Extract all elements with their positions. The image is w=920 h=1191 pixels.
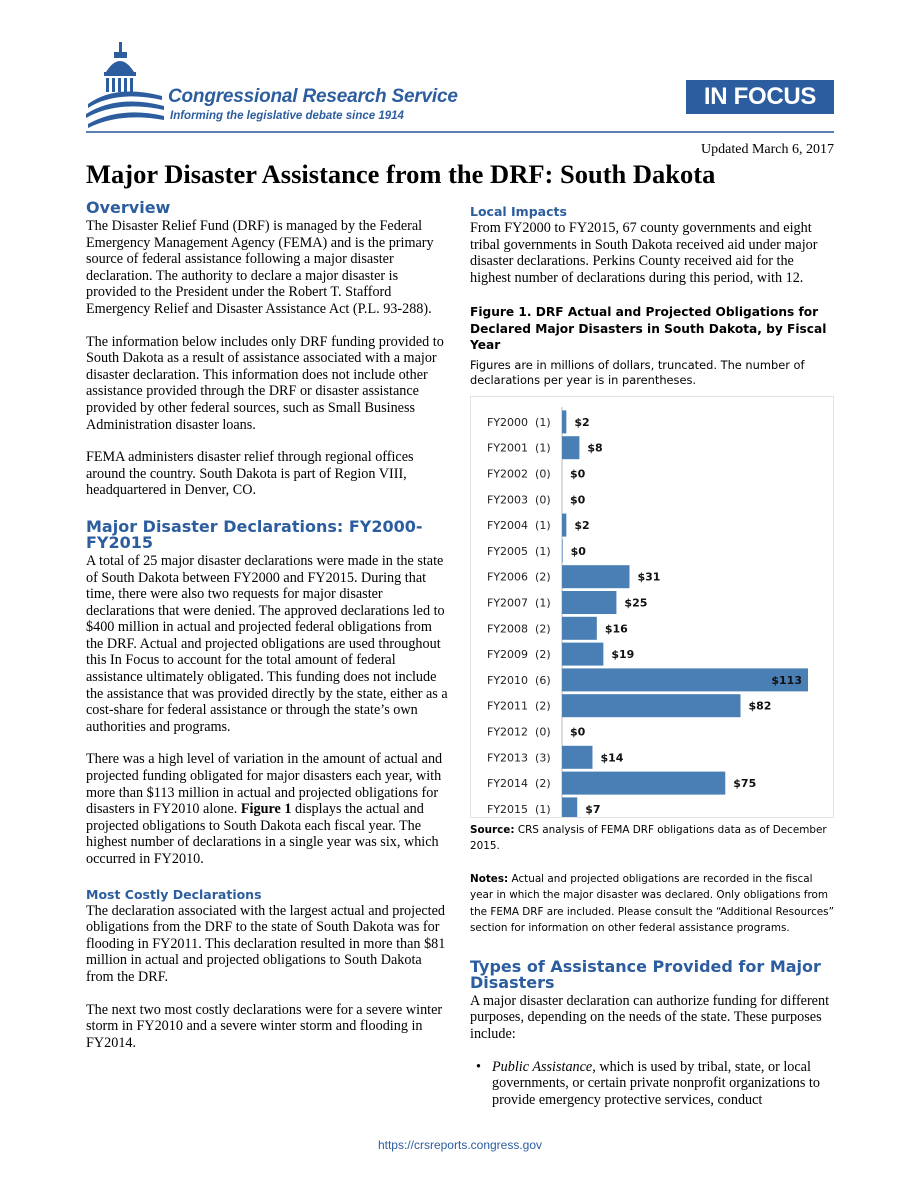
page-title: Major Disaster Assistance from the DRF: South Dakota xyxy=(86,159,716,189)
org-tagline: Informing the legislative debate since 1914 xyxy=(170,110,404,122)
source-label: Source: xyxy=(470,823,515,836)
chart-bar xyxy=(562,591,616,614)
overview-paragraph-1: The Disaster Relief Fund (DRF) is managed by the Federal Emergency Management Agency (FEMA) and is the primary source of federal assistance following a major disaster declaration. The authority to declare a major disaster is provided to the President under the Robert T. Stafford Emergency Relief and Disaster Assistance Act (P.L. 93-288). xyxy=(86,218,434,317)
chart-value-label: $0 xyxy=(570,544,586,558)
updated-date: Updated March 6, 2017 xyxy=(701,142,834,157)
chart-value-label: $31 xyxy=(637,570,661,584)
overview-paragraph-2: The information below includes only DRF funding provided to South Dakota as a result of assistance associated with a major disaster declaration. This information does not include other assistance provided through the DRF or disaster assistance provided by other federal sources, such as Small Business Administration disaster loans. xyxy=(86,333,444,433)
bullet-public-assistance xyxy=(470,1059,834,1109)
chart-bar xyxy=(562,436,579,459)
overview-paragraph-3: FEMA administers disaster relief through regional offices around the country. South Dakota is part of Region VIII, headquartered in Denver, CO. xyxy=(86,449,414,499)
declarations-paragraph-1: A total of 25 major disaster declarations were made in the state of South Dakota between FY2000 and FY2015. During that time, there were also two requests for major disaster declarations that were denied. The approved declarations led to $400 million in actual and projected federal obligations from the DRF. Actual and projected obligations are used throughout this In Focus to account for the total amount of federal assistance ultimately obligated. This funding does not include the assistance that was provided directly by the state, either as a cost-share for federal assistance or through the state’s own authorities and programs. xyxy=(86,552,448,735)
types-paragraph: A major disaster declaration can authorize funding for different purposes, depending on the needs of the state. These purposes include: xyxy=(470,992,830,1043)
chart-value-label: $25 xyxy=(624,596,648,610)
source-text: CRS analysis of FEMA DRF obligations data as of December 2015. xyxy=(470,823,827,853)
chart-category-label: FY2006 (2) xyxy=(487,570,551,584)
local-impacts-heading: Local Impacts xyxy=(470,204,567,219)
chart-value-label: $2 xyxy=(574,518,590,532)
chart-category-label: FY2009 (2) xyxy=(487,647,551,661)
chart-value-label: $0 xyxy=(570,493,586,507)
in-focus-badge: IN FOCUS xyxy=(686,80,834,114)
figure-source xyxy=(470,822,834,855)
chart-bar xyxy=(562,694,741,717)
footer-url[interactable]: https://crsreports.congress.gov xyxy=(377,1138,543,1152)
types-heading: Types of Assistance Provided for Major Disasters xyxy=(470,956,821,992)
declarations-paragraph-2a: There was a high level of variation in the amount of actual and projected funding obligated for major disasters each year, with more than $113 million in actual and projected obligations for disasters in FY2010 alone. xyxy=(86,751,443,818)
left-column xyxy=(86,200,448,1067)
chart-value-label: $19 xyxy=(611,647,635,661)
costly-heading: Most Costly Declarations xyxy=(86,886,262,902)
chart-category-label: FY2014 (2) xyxy=(487,776,551,790)
chart-category-label: FY2005 (1) xyxy=(487,544,551,558)
obligations-chart-svg xyxy=(471,397,833,817)
header-rule xyxy=(86,131,834,133)
chart-value-label: $8 xyxy=(587,441,603,455)
chart-category-label: FY2004 (1) xyxy=(487,518,551,532)
declarations-paragraph-2b: displays the actual and projected obligations to South Dakota each fiscal year. The highest number of declarations in a single year was six, which occurred in FY2010. xyxy=(86,801,439,867)
local-impacts-paragraph: From FY2000 to FY2015, 67 county governments and eight tribal governments in South Dakota received aid under major disaster declarations. Perkins County received aid for the highest number of declarations during this period, with 12. xyxy=(470,220,818,286)
overview-heading: Overview xyxy=(86,198,171,217)
chart-category-label: FY2008 (2) xyxy=(487,622,551,636)
chart-category-label: FY2003 (0) xyxy=(487,493,551,507)
chart-bar xyxy=(562,410,566,433)
chart-category-label: FY2007 (1) xyxy=(487,596,551,610)
obligations-chart xyxy=(470,396,834,818)
org-name: Congressional Research Service xyxy=(168,86,458,107)
bullet-marker: • xyxy=(476,1058,481,1075)
crs-capitol-logo xyxy=(86,38,166,130)
chart-value-label: $16 xyxy=(604,622,628,636)
chart-bar xyxy=(562,642,603,665)
notes-text: Actual and projected obligations are recorded in the fiscal year in which the major disaster was declared. Only obligations from the FEMA DRF are included. Please consult the “Additional Resources” section for information on other federal assistance programs. xyxy=(470,872,834,935)
notes-label: Notes: xyxy=(470,872,509,885)
declarations-heading: Major Disaster Declarations: FY2000-FY2015 xyxy=(86,516,423,552)
declarations-paragraph-2 xyxy=(86,751,448,867)
figure-title: Figure 1. DRF Actual and Projected Obligations for Declared Major Disasters in South Dakota, by Fiscal Year xyxy=(470,305,827,353)
figure-1-reference[interactable]: Figure 1 xyxy=(240,801,292,818)
right-column xyxy=(470,205,834,1124)
chart-value-label: $82 xyxy=(748,699,772,713)
chart-category-label: FY2012 (0) xyxy=(487,725,551,739)
figure-subtitle: Figures are in millions of dollars, truncated. The number of declarations per year is in parentheses. xyxy=(470,357,805,387)
costly-paragraph-2: The next two most costly declarations were for a severe winter storm in FY2010 and a severe winter storm and flooding in FY2014. xyxy=(86,1001,443,1051)
chart-value-label: $2 xyxy=(574,415,590,429)
chart-bar xyxy=(562,746,592,769)
chart-value-label: $0 xyxy=(570,725,586,739)
chart-category-label: FY2002 (0) xyxy=(487,467,551,481)
chart-value-label: $7 xyxy=(585,802,601,816)
chart-category-label: FY2011 (2) xyxy=(487,699,551,713)
bullet-public-assistance-text: , which is used by tribal, state, or local governments, or certain private nonprofit organizations to provide emergency protective services, conduct xyxy=(492,1058,820,1108)
chart-value-label: $75 xyxy=(733,776,757,790)
chart-category-label: FY2000 (1) xyxy=(487,415,551,429)
chart-category-label: FY2013 (3) xyxy=(487,751,551,765)
bullet-public-assistance-term: Public Assistance xyxy=(492,1058,593,1075)
costly-paragraph-1: The declaration associated with the largest actual and projected obligations from the DRF to the state of South Dakota was for flooding in FY2011. This declaration resulted in more than $81 million in actual and projected obligations to South Dakota from the DRF. xyxy=(86,902,446,985)
chart-value-label: $0 xyxy=(570,467,586,481)
chart-bar xyxy=(562,565,629,588)
chart-bar xyxy=(562,617,597,640)
chart-category-label: FY2010 (6) xyxy=(487,673,551,687)
chart-bar xyxy=(562,539,563,562)
chart-category-label: FY2015 (1) xyxy=(487,802,551,816)
figure-notes xyxy=(470,871,834,937)
chart-bar xyxy=(562,797,577,817)
chart-value-label: $113 xyxy=(771,673,802,687)
chart-bar xyxy=(562,513,566,536)
chart-category-label: FY2001 (1) xyxy=(487,441,551,455)
chart-bar xyxy=(562,771,725,794)
chart-value-label: $14 xyxy=(600,751,624,765)
